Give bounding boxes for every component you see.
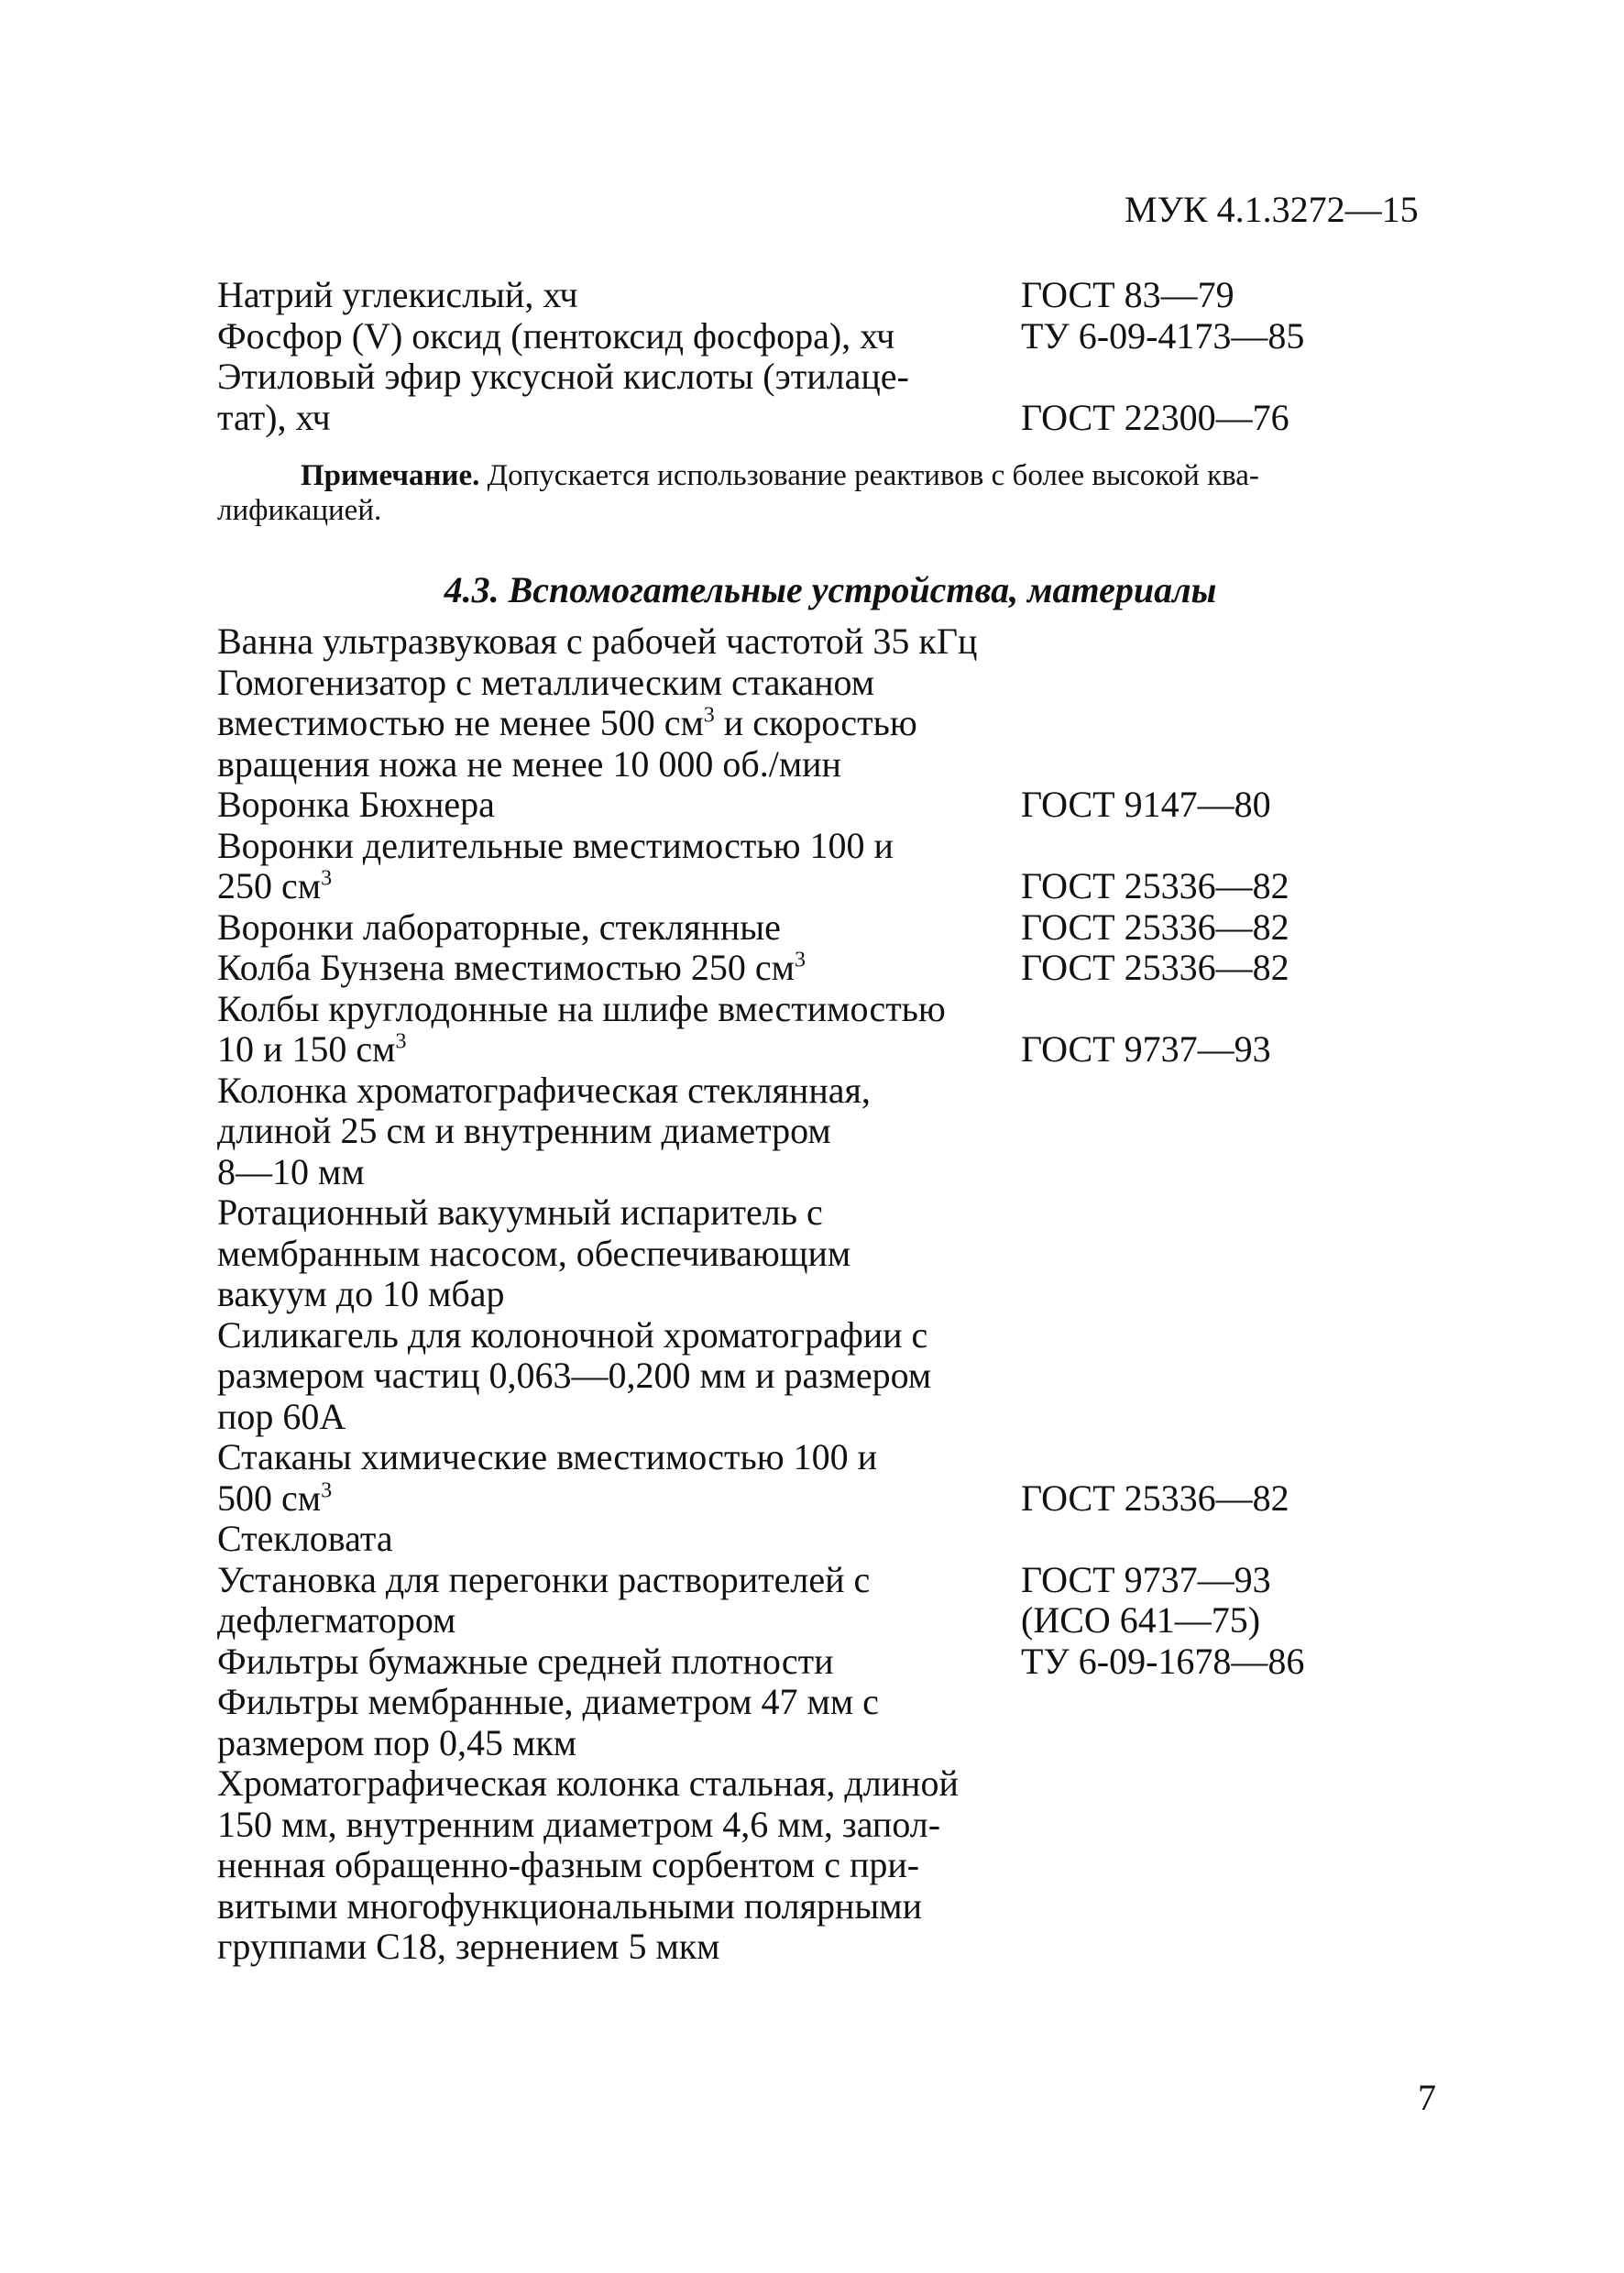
item-name <box>217 989 1021 1071</box>
item-name <box>217 1763 1021 1968</box>
item-name-line: длиной 25 см и внутренним диаметром <box>217 1110 831 1151</box>
item-name-line: Фосфор (V) оксид (пентоксид фосфора), хч <box>217 314 895 357</box>
item-reference-line: ТУ 6-09-1678—86 <box>1021 1640 1305 1682</box>
item-name-line: вращения ножа не менее 10 000 об./мин <box>217 742 841 785</box>
reagents-list <box>217 275 1454 438</box>
note-paragraph <box>217 458 1450 528</box>
item-name-line: мембранным насосом, обеспечивающим <box>217 1232 851 1274</box>
item-name <box>217 1560 1021 1642</box>
item-name <box>217 826 1021 907</box>
item-name-line: Фильтры мембранные, диаметром 47 мм с <box>217 1681 879 1722</box>
equipment-row <box>217 663 1454 785</box>
superscript: 3 <box>321 866 333 891</box>
item-name-line: Воронки лабораторные, стеклянные <box>217 906 781 948</box>
item-name-line: 10 и 150 $см^3$ <box>217 1028 407 1070</box>
item-name-line: дефлегматором <box>217 1599 456 1641</box>
item-reference <box>1021 907 1454 949</box>
note-label: Примечание. <box>301 459 480 492</box>
reagent-row <box>217 357 1454 438</box>
item-reference <box>1021 275 1454 316</box>
note-text-1: Допускается использование реактивов с более высокой ква- <box>479 459 1259 492</box>
item-name-line: 250 $см^3$ <box>217 865 333 906</box>
item-name-line: размером частиц 0,063—0,200 мм и размером <box>217 1355 932 1396</box>
item-name-line: Хроматографическая колонка стальная, длиной <box>217 1762 959 1804</box>
equipment-row <box>217 621 1454 663</box>
superscript: 3 <box>395 1029 407 1054</box>
equipment-row <box>217 1519 1454 1560</box>
equipment-row <box>217 907 1454 949</box>
item-reference-line: ГОСТ 25336—82 <box>1021 906 1289 948</box>
item-reference <box>1021 316 1454 357</box>
item-name-line: вместимостью не менее 500 $см^3$ и скоростью <box>217 702 917 743</box>
item-name <box>217 1642 1021 1683</box>
section-title: 4.3. Вспомогательные устройства, материалы <box>444 569 1217 610</box>
item-name <box>217 785 1021 826</box>
reagent-row <box>217 275 1454 316</box>
item-name <box>217 275 1021 316</box>
item-reference <box>1021 1642 1454 1683</box>
item-name-line: Ванна ультразвуковая с рабочей частотой 35 кГц <box>217 620 978 662</box>
item-reference-line: ГОСТ 25336—82 <box>1021 865 1289 906</box>
item-name-line: тат), хч <box>217 396 331 438</box>
item-reference <box>1021 1478 1454 1520</box>
item-name <box>217 1682 1021 1763</box>
item-reference <box>1021 1560 1454 1642</box>
note-line-1 <box>217 458 1450 493</box>
item-name-line: Гомогенизатор с металлическим стаканом <box>217 661 875 703</box>
item-name-line: размером пор 0,45 мкм <box>217 1721 577 1763</box>
equipment-row <box>217 1437 1454 1519</box>
item-name-line: Воронка Бюхнера <box>217 784 495 825</box>
item-name-line: 8—10 мм <box>217 1150 365 1192</box>
equipment-row <box>217 1682 1454 1763</box>
item-name-line: Колбы круглодонные на шлифе вместимостью <box>217 987 946 1029</box>
item-name-line: Стекловата <box>217 1518 393 1559</box>
item-reference <box>1021 785 1454 826</box>
item-reference <box>1021 866 1454 907</box>
item-reference-line: ГОСТ 9147—80 <box>1021 784 1271 825</box>
item-name-line: пор 60А <box>217 1395 346 1437</box>
item-name-line: витыми многофункциональными полярными <box>217 1884 923 1927</box>
equipment-row <box>217 826 1454 907</box>
equipment-row <box>217 1560 1454 1642</box>
item-name <box>217 1315 1021 1438</box>
item-reference-line: ГОСТ 9737—93 <box>1021 1558 1271 1600</box>
equipment-row <box>217 1192 1454 1315</box>
item-name-line: Стаканы химические вместимостью 100 и <box>217 1436 878 1477</box>
item-name-line: Натрий углекислый, хч <box>217 274 578 315</box>
item-name <box>217 663 1021 785</box>
item-name <box>217 316 1021 357</box>
item-name-line: Установка для перегонки растворителей с <box>217 1558 871 1600</box>
item-name <box>217 948 1021 989</box>
item-name <box>217 1519 1021 1560</box>
superscript: 3 <box>321 1478 333 1503</box>
item-name-line: Этиловый эфир уксусной кислоты (этилаце- <box>217 356 909 397</box>
item-name-line: вакуум до 10 мбар <box>217 1273 505 1314</box>
item-reference <box>1021 1029 1454 1071</box>
item-reference-line: ТУ 6-09-4173—85 <box>1021 314 1305 357</box>
equipment-row <box>217 1642 1454 1683</box>
item-name <box>217 1071 1021 1193</box>
equipment-row <box>217 1071 1454 1193</box>
item-reference <box>1021 398 1454 439</box>
item-reference <box>1021 948 1454 989</box>
equipment-list <box>217 621 1454 1968</box>
item-name <box>217 1192 1021 1315</box>
item-name-line: группами C18, зернением 5 мкм <box>217 1926 720 1967</box>
item-reference-line: ГОСТ 25336—82 <box>1021 947 1289 988</box>
item-name-line: Колонка хроматографическая стеклянная, <box>217 1069 871 1111</box>
item-name-line: Воронки делительные вместимостью 100 и <box>217 824 894 866</box>
equipment-row <box>217 948 1454 989</box>
item-name-line: Фильтры бумажные средней плотности <box>217 1640 834 1682</box>
item-name-line: 500 $см^3$ <box>217 1477 333 1519</box>
equipment-row <box>217 1763 1454 1968</box>
item-name <box>217 907 1021 949</box>
item-name-line: Силикагель для колоночной хроматографии с <box>217 1313 928 1356</box>
item-reference-line: ГОСТ 9737—93 <box>1021 1028 1271 1070</box>
item-reference-line: ГОСТ 25336—82 <box>1021 1477 1289 1519</box>
note-text-2: лификацией. <box>217 494 382 527</box>
equipment-row <box>217 1315 1454 1438</box>
item-name <box>217 1437 1021 1519</box>
item-reference-line: (ИСО 641—75) <box>1021 1599 1261 1641</box>
superscript: 3 <box>794 948 806 972</box>
item-name <box>217 621 1021 663</box>
item-name-line: ненная обращенно-фазным сорбентом с при- <box>217 1844 920 1885</box>
document-code: МУК 4.1.3272—15 <box>1125 189 1419 230</box>
item-name-line: Колба Бунзена вместимостью 250 $см^3$ <box>217 947 806 988</box>
item-name-line: Ротационный вакуумный испаритель с <box>217 1191 823 1233</box>
superscript: 3 <box>703 703 715 728</box>
item-reference-line: ГОСТ 22300—76 <box>1021 396 1289 438</box>
item-name <box>217 357 1021 438</box>
equipment-row <box>217 989 1454 1071</box>
page-number: 7 <box>1418 2077 1436 2118</box>
item-name-line: 150 мм, внутренним диаметром 4,6 мм, запол- <box>217 1803 941 1845</box>
reagent-row <box>217 316 1454 357</box>
item-reference-line: ГОСТ 83—79 <box>1021 274 1234 315</box>
equipment-row <box>217 785 1454 826</box>
